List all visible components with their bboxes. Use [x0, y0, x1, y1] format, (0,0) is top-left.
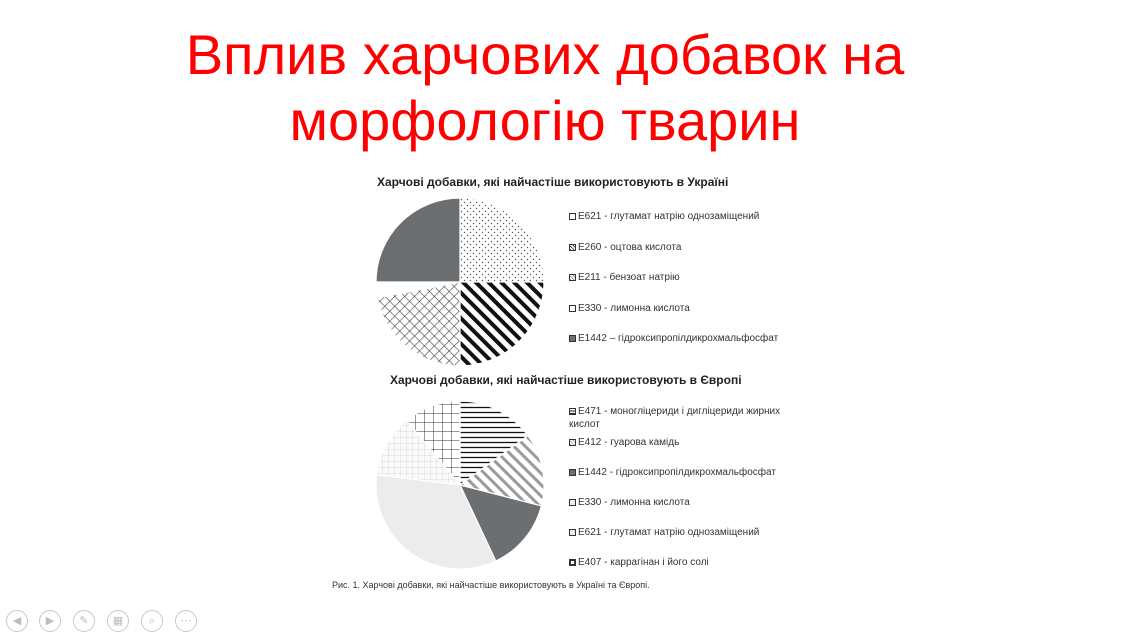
grid-swatch-icon — [569, 529, 576, 536]
white-swatch-icon — [569, 305, 576, 312]
legend-item — [569, 271, 829, 284]
legend-item — [569, 466, 829, 479]
legend-item — [569, 241, 829, 254]
legend-label: Е1442 - гідроксипропілдикрохмальфосфат — [578, 467, 776, 478]
slide-title — [130, 22, 960, 154]
chart-title-ukraine: Харчові добавки, які найчастіше використовують в Україні — [377, 175, 729, 189]
legend-item — [569, 556, 829, 569]
zoom-icon[interactable]: ⌕ — [141, 610, 163, 632]
dark-swatch-icon — [569, 469, 576, 476]
pie-chart-ukraine — [370, 192, 550, 372]
legend-item — [569, 332, 829, 345]
legend-item — [569, 302, 829, 315]
legend-item — [569, 210, 829, 223]
pale-swatch-icon — [569, 499, 576, 506]
legend-label: Е471 - моногліцериди і дигліцериди жирних кислот — [569, 406, 781, 430]
previous-icon[interactable]: ◀ — [6, 610, 28, 632]
figure-caption: Рис. 1. Харчові добавки, які найчастіше використовують в Україні та Європі. — [332, 580, 650, 590]
legend-label: Е621 - глутамат натрію однозаміщений — [578, 527, 760, 538]
slide-title-line-1: Вплив харчових добавок на — [185, 23, 905, 86]
slides-grid-icon[interactable]: ▦ — [107, 610, 129, 632]
pie-chart-europe — [370, 395, 550, 575]
slide-title-line-2: морфологію тварин — [289, 89, 801, 152]
ukraine-pie-slice-0 — [460, 198, 544, 282]
legend-item — [569, 526, 829, 539]
crosshatch-swatch-icon — [569, 274, 576, 281]
legend-label: Е412 - гуарова камідь — [578, 437, 680, 448]
dark-swatch-icon — [569, 335, 576, 342]
more-options-icon[interactable]: ⋯ — [175, 610, 197, 632]
legend-label: Е330 - лимонна кислота — [578, 497, 690, 508]
legend-label: Е260 - оцтова кислота — [578, 242, 682, 253]
dots-swatch-icon — [569, 213, 576, 220]
legend-label: Е407 - каррагінан і його солі — [578, 557, 709, 568]
pen-icon[interactable]: ✎ — [73, 610, 95, 632]
legend-label: Е1442 – гідроксипропілдикрохмальфосфат — [578, 333, 779, 344]
ukraine-pie-slice-1 — [460, 282, 544, 366]
legend-label: Е621 - глутамат натрію однозаміщений — [578, 211, 760, 222]
horizontal-lines-swatch-icon — [569, 408, 576, 415]
diagonal-swatch-icon — [569, 244, 576, 251]
legend-label: Е211 - бензоат натрію — [578, 272, 680, 283]
legend-item — [569, 496, 829, 509]
legend-item — [569, 436, 829, 449]
ukraine-pie-slice-4 — [376, 198, 460, 282]
chart-title-europe: Харчові добавки, які найчастіше використовують в Європі — [390, 373, 742, 387]
grid-swatch-icon — [569, 559, 576, 566]
legend-label: Е330 - лимонна кислота — [578, 303, 690, 314]
legend-item — [569, 405, 809, 431]
next-icon[interactable]: ▶ — [39, 610, 61, 632]
diagonal-swatch-icon — [569, 439, 576, 446]
